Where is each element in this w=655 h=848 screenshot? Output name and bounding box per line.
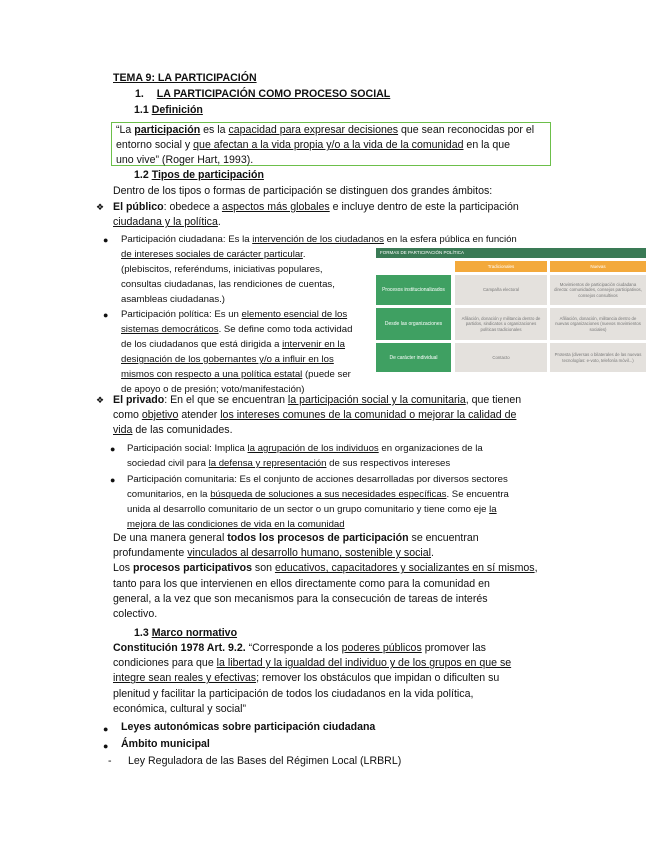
- bullet-icon: ●: [103, 741, 109, 751]
- constitution-paragraph: Constitución 1978 Art. 9.2. “Corresponde a los poderes públicos promover las condiciones para que la libertad y la igualdad del individuo y de los grupos en que se integre sean reales y efectivas; remover los obstáculos que impidan o dificulten su plenitud y facilitar la participación de todos los ciudadanos en la vida política, económica, cultural y social”: [113, 642, 512, 715]
- list-item: Leyes autonómicas sobre participación ciudadana: [121, 721, 376, 733]
- subsection-number: 1.3: [134, 627, 149, 639]
- section-number: 1.: [135, 88, 144, 100]
- page-title: TEMA 9: LA PARTICIPACIÓN: [113, 72, 257, 84]
- private-paragraph: El privado: En el que se encuentran la participación social y la comunitaria, que tienen como objetivo atender los intereses comunes de la comunidad o mejorar la calidad de vida de las comunidades.: [113, 394, 522, 437]
- table-cell: Afiliación, donación y militancia dentro de partidos, sindicatos u organizaciones políticas tradicionales: [455, 308, 547, 340]
- definition-box: [111, 122, 551, 166]
- diamond-bullet-icon: ❖: [96, 395, 105, 405]
- subsection-title: Definición: [151, 104, 203, 116]
- social-paragraph: Participación social: Implica la agrupación de los individuos en organizaciones de la sociedad civil para la defensa y representación de sus respectivos intereses: [127, 443, 483, 469]
- table-cell: Protesta (diversas o bilaterales de las nuevas tecnologías: e-voto, telefonía móvil...): [550, 343, 646, 372]
- list-item: Ámbito municipal: [121, 738, 210, 750]
- table-header: Tradicionales: [455, 261, 547, 272]
- table-row-label: Procesos institucionalizados: [376, 275, 451, 305]
- bullet-icon: ●: [103, 310, 109, 320]
- table-cell: Movimientos de participación ciudadana directa: comunidades, consejos participativos, consejos consultivos: [550, 275, 646, 305]
- subsection-heading-tipos: [134, 168, 264, 183]
- politica-paragraph: Participación política: Es un elemento esencial de los sistemas democráticos. Se define como toda actividad de los ciudadanos que está dirigida a intervenir en la designación de los gobernantes y/o a influir en los mismos con respecto a una política estatal (puede ser de apoyo o de presión; voto/manifestación): [121, 309, 353, 395]
- table-header: Nuevas: [550, 261, 646, 272]
- section-title: LA PARTICIPACIÓN COMO PROCESO SOCIAL: [156, 88, 391, 100]
- dash-bullet-icon: -: [108, 755, 112, 767]
- table-row-label: Desde las organizaciones: [376, 308, 451, 340]
- political-participation-table: [376, 248, 646, 372]
- definition-line: uno vive” (Roger Hart, 1993).: [116, 154, 254, 167]
- subsection-title: Tipos de participación: [151, 169, 264, 181]
- subsection-title: Marco normativo: [151, 627, 238, 639]
- bullet-icon: ●: [103, 724, 109, 734]
- table-cell: Campaña electoral: [455, 275, 547, 305]
- subsection-number: 1.1: [134, 104, 149, 116]
- ciudadana-paragraph: Participación ciudadana: Es la intervención de los ciudadanos en la esfera pública en función de intereses sociales de carácter particular. (plebiscitos, referéndums, iniciativas populares, consultas ciudadanas, las rendiciones de cuentas, asambleas ciudadanas.): [121, 234, 517, 305]
- bullet-icon: ●: [103, 235, 109, 245]
- public-paragraph: El público: obedece a aspectos más globales e incluye dentro de este la participación ciudadana y la política.: [113, 201, 519, 229]
- subsection-number: 1.2: [134, 169, 149, 181]
- definition-line: “La participación es la capacidad para expresar decisiones que sean reconocidas por el: [116, 124, 535, 136]
- definition-line: entorno social y que afectan a la vida propia y/o a la vida de la comunidad en la que: [116, 139, 511, 152]
- list-item: Ley Reguladora de las Bases del Régimen Local (LRBRL): [128, 755, 402, 767]
- table-cell: Contacto: [455, 343, 547, 372]
- bullet-icon: ●: [110, 475, 116, 485]
- diamond-bullet-icon: ❖: [96, 202, 105, 212]
- table-cell: Afiliación, donación, militancia dentro de nuevas organizaciones (nuevos movimientos sociales): [550, 308, 646, 340]
- types-intro: Dentro de los tipos o formas de participación se distinguen dos grandes ámbitos:: [113, 185, 493, 197]
- table-title: FORMAS DE PARTICIPACIÓN POLÍTICA: [376, 248, 646, 258]
- comunitaria-paragraph: Participación comunitaria: Es el conjunto de acciones desarrolladas por diversos sectores comunitarios, en la búsqueda de soluciones a sus necesidades específicas. Se encuentra unida al desarrollo comunitario de un sector o un grupo comunitario y tiene como eje la mejora de las condiciones de vida en la comunidad: [127, 474, 509, 530]
- table-row-label: De carácter individual: [376, 343, 451, 372]
- section-heading: [135, 87, 390, 102]
- bullet-icon: ●: [110, 444, 116, 454]
- subsection-heading-definicion: [134, 103, 203, 118]
- subsection-heading-marco: [134, 626, 237, 641]
- general-paragraph: De una manera general todos los procesos de participación se encuentran profundamente vinculados al desarrollo humano, sostenible y social. Los procesos participativos son educativos, capacitadores y socializantes en sí mismos, tanto para los que intervienen en ellos directamente como para la comunidad en general, a la vez que son mecanismos para la consecución de tareas de interés colectivo.: [113, 532, 538, 621]
